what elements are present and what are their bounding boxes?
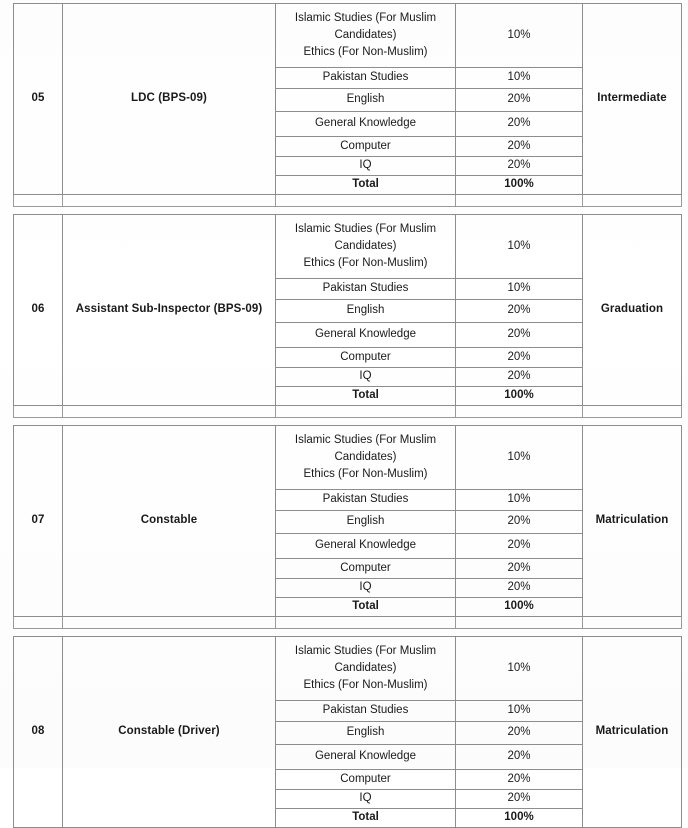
serial-number-cell: 05 [14,4,63,195]
subject-cell-computer: Computer [276,348,456,368]
marks-cell-islamic-ethics: 10% [456,215,583,279]
marks-cell-english: 20% [456,722,583,745]
subject-cell-iq: IQ [276,368,456,387]
subject-line: Islamic Studies (For Muslim [294,434,437,447]
table-row [14,426,682,490]
qualification-cell: Intermediate [583,4,682,195]
qualification-cell: Matriculation [583,426,682,617]
subject-cell-pakistan-studies: Pakistan Studies [276,68,456,89]
separator-row [14,195,682,207]
marks-cell-islamic-ethics: 10% [456,637,583,701]
subject-cell-pakistan-studies: Pakistan Studies [276,490,456,511]
marks-cell-general-knowledge: 20% [456,534,583,559]
subject-cell-islamic-ethics [276,426,456,490]
block-gap-spacer [13,629,681,636]
subject-cell-iq: IQ [276,157,456,176]
subject-cell-general-knowledge: General Knowledge [276,112,456,137]
post-name-cell: LDC (BPS-09) [63,4,276,195]
subject-line: Ethics (For Non-Muslim) [303,45,428,58]
marks-cell-pakistan-studies: 10% [456,490,583,511]
subject-cell-total: Total [276,176,456,195]
subject-cell-general-knowledge: General Knowledge [276,323,456,348]
marks-cell-english: 20% [456,511,583,534]
subject-line: Islamic Studies (For Muslim [294,223,437,236]
post-block [13,636,682,828]
marks-cell-pakistan-studies: 10% [456,701,583,722]
separator-cell [276,195,456,207]
marks-cell-iq: 20% [456,579,583,598]
subject-cell-iq: IQ [276,579,456,598]
post-block [13,214,682,406]
subject-cell-english: English [276,300,456,323]
marks-cell-iq: 20% [456,790,583,809]
subject-cell-computer: Computer [276,137,456,157]
block-separator [13,406,682,418]
subject-line: Candidates) [334,29,397,42]
subject-line: Candidates) [334,240,397,253]
separator-cell [14,406,63,418]
block-gap-spacer [13,207,681,214]
marks-cell-general-knowledge: 20% [456,745,583,770]
serial-number-cell: 07 [14,426,63,617]
subject-cell-islamic-ethics [276,215,456,279]
block-separator [13,195,682,207]
separator-cell [583,617,682,629]
subject-cell-english: English [276,89,456,112]
marks-cell-islamic-ethics: 10% [456,4,583,68]
subject-line: Ethics (For Non-Muslim) [303,678,428,691]
subject-cell-total: Total [276,387,456,406]
post-block [13,3,682,195]
marks-cell-iq: 20% [456,368,583,387]
subject-cell-english: English [276,722,456,745]
subject-line: Candidates) [334,662,397,675]
subject-line: Islamic Studies (For Muslim [294,645,437,658]
post-name-cell: Constable [63,426,276,617]
marks-cell-pakistan-studies: 10% [456,68,583,89]
marks-cell-total: 100% [456,387,583,406]
subject-cell-english: English [276,511,456,534]
marks-cell-computer: 20% [456,559,583,579]
table-row [14,637,682,701]
subject-cell-islamic-ethics [276,637,456,701]
serial-number-cell: 06 [14,215,63,406]
marks-distribution-table [13,3,681,828]
separator-cell [456,195,583,207]
subject-cell-computer: Computer [276,559,456,579]
marks-cell-total: 100% [456,598,583,617]
separator-cell [583,406,682,418]
subject-cell-pakistan-studies: Pakistan Studies [276,701,456,722]
table-row [14,4,682,68]
marks-cell-computer: 20% [456,348,583,368]
subject-cell-total: Total [276,809,456,828]
qualification-cell: Graduation [583,215,682,406]
separator-cell [456,617,583,629]
marks-cell-pakistan-studies: 10% [456,279,583,300]
marks-cell-iq: 20% [456,157,583,176]
separator-cell [63,617,276,629]
subject-cell-islamic-ethics [276,4,456,68]
post-block [13,425,682,617]
separator-row [14,617,682,629]
separator-cell [456,406,583,418]
subject-cell-pakistan-studies: Pakistan Studies [276,279,456,300]
marks-cell-english: 20% [456,300,583,323]
subject-cell-general-knowledge: General Knowledge [276,534,456,559]
subject-cell-general-knowledge: General Knowledge [276,745,456,770]
marks-cell-computer: 20% [456,137,583,157]
marks-cell-english: 20% [456,89,583,112]
post-name-cell: Assistant Sub-Inspector (BPS-09) [63,215,276,406]
qualification-cell: Matriculation [583,637,682,828]
subject-cell-total: Total [276,598,456,617]
marks-cell-computer: 20% [456,770,583,790]
separator-cell [63,195,276,207]
subject-line: Candidates) [334,451,397,464]
separator-cell [63,406,276,418]
separator-cell [14,617,63,629]
subject-line: Ethics (For Non-Muslim) [303,256,428,269]
marks-cell-general-knowledge: 20% [456,323,583,348]
subject-line: Islamic Studies (For Muslim [294,12,437,25]
table-row [14,215,682,279]
separator-cell [14,195,63,207]
subject-line: Ethics (For Non-Muslim) [303,467,428,480]
separator-cell [583,195,682,207]
block-gap-spacer [13,418,681,425]
marks-cell-islamic-ethics: 10% [456,426,583,490]
separator-cell [276,617,456,629]
marks-cell-total: 100% [456,809,583,828]
marks-cell-general-knowledge: 20% [456,112,583,137]
subject-cell-iq: IQ [276,790,456,809]
post-name-cell: Constable (Driver) [63,637,276,828]
separator-row [14,406,682,418]
block-separator [13,617,682,629]
serial-number-cell: 08 [14,637,63,828]
subject-cell-computer: Computer [276,770,456,790]
marks-cell-total: 100% [456,176,583,195]
separator-cell [276,406,456,418]
